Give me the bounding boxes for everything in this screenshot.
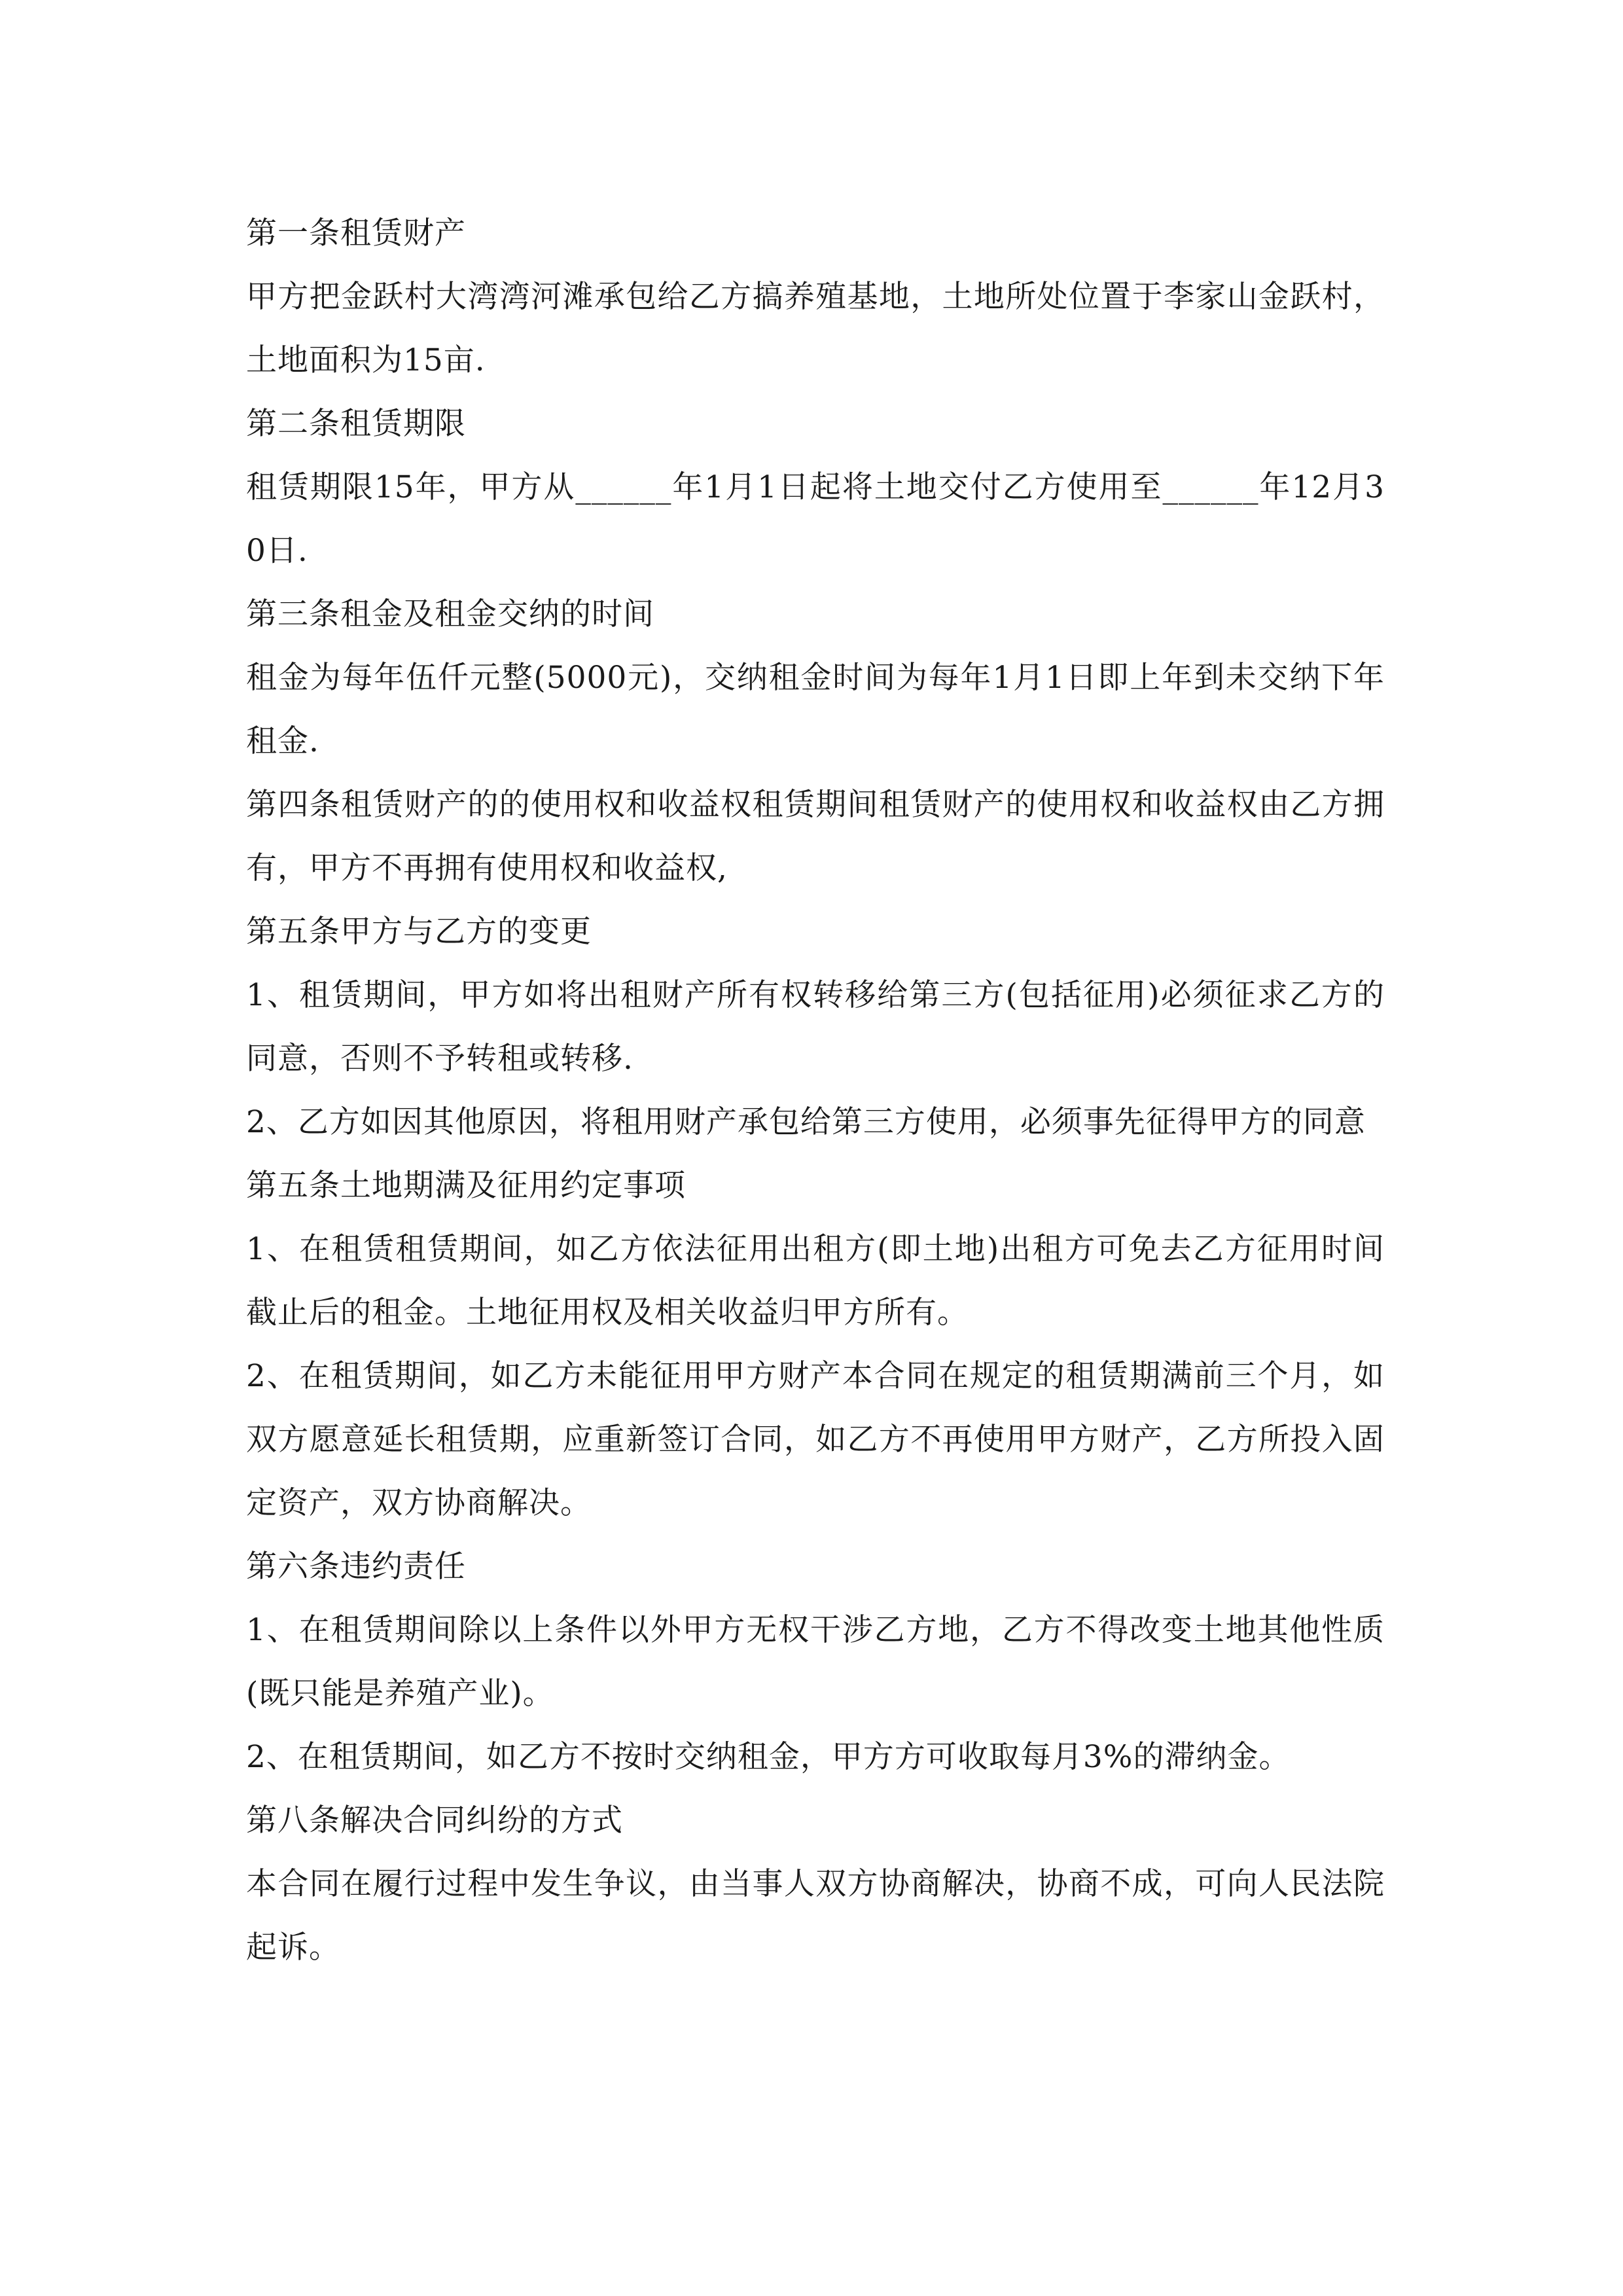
article-1-heading: 第一条租赁财产 bbox=[246, 215, 466, 251]
article-8-text: 本合同在履行过程中发生争议，由当事人双方协商解决，协商不成，可向人民法院起诉。 bbox=[246, 1866, 1385, 1965]
article-5-clause-2: 2、乙方如因其他原因，将租用财产承包给第三方使用，必须事先征得甲方的同意 bbox=[246, 1104, 1366, 1140]
article-3-text: 租金为每年伍仟元整(5000元)，交纳租金时间为每年1月1日即上年到未交纳下年租金. bbox=[246, 660, 1385, 759]
article-8-heading: 第八条解决合同纠纷的方式 bbox=[246, 1803, 623, 1839]
article-6-clause-1: 1、在租赁期间除以上条件以外甲方无权干涉乙方地，乙方不得改变土地其他性质(既只能是养殖产业)。 bbox=[246, 1612, 1385, 1712]
document-body bbox=[246, 202, 1385, 1979]
article-5b-clause-1: 1、在租赁租赁期间，如乙方依法征用出租方(即土地)出租方可免去乙方征用时间截止后的租金。土地征用权及相关收益归甲方所有。 bbox=[246, 1231, 1385, 1331]
article-5b-heading: 第五条土地期满及征用约定事项 bbox=[246, 1168, 686, 1204]
article-4-text: 第四条租赁财产的的使用权和收益权租赁期间租赁财产的使用权和收益权由乙方拥有，甲方不再拥有使用权和收益权, bbox=[246, 787, 1385, 886]
article-2-text: 租赁期限15年，甲方从______年1月1日起将土地交付乙方使用至______年12月30日. bbox=[246, 469, 1385, 569]
article-1-text: 甲方把金跃村大湾湾河滩承包给乙方搞养殖基地，土地所处位置于李家山金跃村，土地面积为15亩. bbox=[246, 279, 1385, 378]
article-3-heading: 第三条租金及租金交纳的时间 bbox=[246, 596, 654, 632]
article-5-heading: 第五条甲方与乙方的变更 bbox=[246, 914, 592, 950]
article-6-clause-2: 2、在租赁期间，如乙方不按时交纳租金，甲方方可收取每月3%的滞纳金。 bbox=[246, 1739, 1291, 1775]
article-5-clause-1: 1、租赁期间，甲方如将出租财产所有权转移给第三方(包括征用)必须征求乙方的同意，否则不予转租或转移. bbox=[246, 977, 1385, 1077]
article-2-heading: 第二条租赁期限 bbox=[246, 406, 466, 442]
article-5b-clause-2: 2、在租赁期间，如乙方未能征用甲方财产本合同在规定的租赁期满前三个月，如双方愿意延长租赁期，应重新签订合同，如乙方不再使用甲方财产，乙方所投入固定资产，双方协商解决。 bbox=[246, 1358, 1385, 1521]
article-6-heading: 第六条违约责任 bbox=[246, 1549, 466, 1585]
